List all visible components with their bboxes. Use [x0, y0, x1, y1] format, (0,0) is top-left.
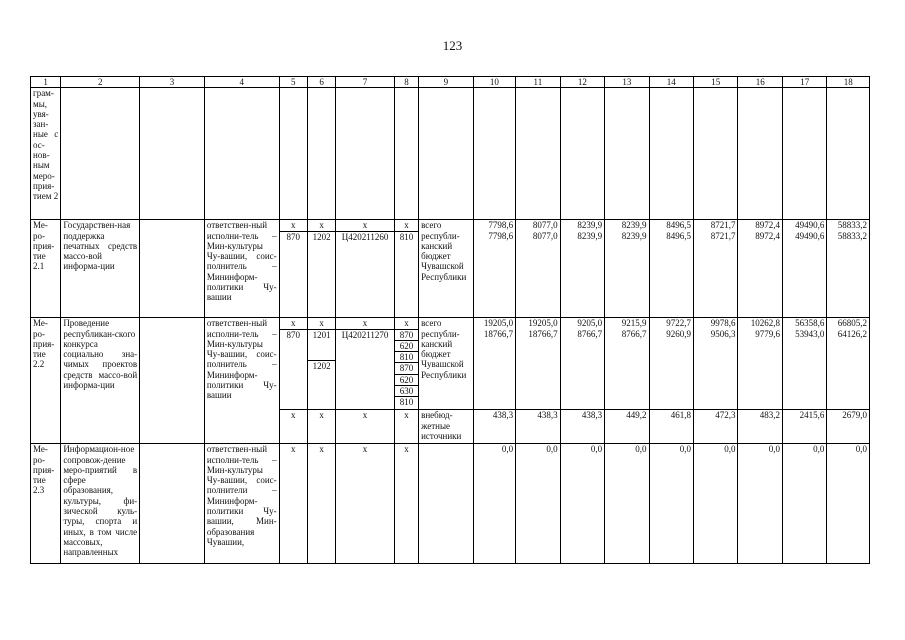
target-code: x: [336, 410, 395, 444]
value-cell: 8721,7: [710, 230, 736, 241]
value-cell: 8496,5: [666, 220, 692, 231]
value-cell: 0,0: [782, 444, 826, 564]
target-code: x: [362, 220, 368, 231]
expense-code: 810: [395, 351, 418, 362]
source-label: внебюд-жетные источники: [419, 410, 474, 444]
event-title: Государствен-ная поддержка печатных средств массо-вой информа-ции: [61, 220, 140, 318]
target-code: Ц420211270: [336, 329, 394, 340]
value-cell: 2415,6: [782, 410, 826, 444]
section-code: x: [319, 318, 324, 329]
value-cell: 0,0: [738, 444, 782, 564]
col-header: 11: [516, 77, 560, 88]
value-cell: 8721,7: [710, 220, 736, 231]
value-cell: 66805,2: [837, 318, 867, 329]
section-code: x: [319, 220, 324, 231]
value-cell: 8972,4: [755, 230, 780, 241]
value-cell: 0,0: [560, 444, 604, 564]
value-cell: 438,3: [473, 410, 515, 444]
source-label: республи-канский бюджет Чувашской Республики: [421, 230, 467, 282]
value-cell: 0,0: [694, 444, 738, 564]
col-header: 18: [827, 77, 870, 88]
col-header: 15: [694, 77, 738, 88]
value-cell: 8077,0: [532, 230, 558, 241]
col-header: 16: [738, 77, 782, 88]
value-cell: 483,2: [738, 410, 782, 444]
event-cell: Ме-ро-прия-тие 2.1: [31, 220, 61, 318]
value-cell: 8239,9: [621, 230, 647, 241]
value-cell: 438,3: [516, 410, 560, 444]
value-cell: 53943,0: [795, 328, 825, 339]
executor-cell: ответствен-ный исполни-тель – Мин-культуры Чу-вашии, соис-полнитель – Мининформ-политики Чу-вашии: [204, 318, 279, 444]
event-title: Проведение республикан-ского конкурса социально зна-чимых проектов средств массо-вой информа-ции: [61, 318, 140, 444]
value-cell: 7798,6: [488, 220, 514, 231]
col-header: 5: [279, 77, 307, 88]
target-code: Ц420211260: [336, 231, 394, 242]
col-header: 2: [61, 77, 140, 88]
value-cell: 9260,9: [666, 328, 692, 339]
value-cell: 8239,9: [621, 220, 647, 231]
executor-cell: ответствен-ный исполни-тель – Мин-культуры Чу-вашии, соис-полнители – Мининформ-политики Чу-вашии, Мин-образования Чувашии,: [204, 444, 279, 564]
value-cell: 9978,6: [710, 318, 736, 329]
value-cell: 0,0: [649, 444, 693, 564]
col-header: 6: [307, 77, 335, 88]
value-cell: 8239,9: [577, 230, 603, 241]
source-label: всего: [421, 220, 442, 231]
expense-code: 870: [395, 329, 418, 340]
col-header: 4: [204, 77, 279, 88]
target-code: x: [362, 318, 368, 329]
section-code: 1202: [308, 360, 335, 371]
value-cell: 7798,6: [488, 230, 514, 241]
col-header: 1: [31, 77, 61, 88]
executor-cell: ответствен-ный исполни-тель – Мин-культуры Чу-вашии, соис-полнитель – Мининформ-политики Чу-вашии: [204, 220, 279, 318]
event-cell: Ме-ро-прия-тие 2.3: [31, 444, 61, 564]
col-header: 9: [419, 77, 474, 88]
section-code: 1202: [308, 231, 335, 242]
expense-code: x: [394, 410, 418, 444]
col-header: 3: [140, 77, 205, 88]
col-header: 7: [336, 77, 395, 88]
value-cell: 49490,6: [795, 230, 825, 241]
grbs-code: 870: [280, 329, 307, 340]
value-cell: 8766,7: [621, 328, 647, 339]
grbs-code: x: [291, 220, 296, 231]
expense-code: 810: [395, 231, 418, 242]
table-row: [31, 220, 870, 318]
program-cell: грам-мы, увя-зан-ные с ос-нов-ным меро-прия-тием 2: [31, 88, 61, 220]
table-row: [31, 88, 870, 220]
expense-code: 620: [395, 340, 418, 351]
value-cell: 0,0: [516, 444, 560, 564]
value-cell: 8766,7: [577, 328, 603, 339]
col-header: 12: [560, 77, 604, 88]
grbs-code: x: [279, 444, 307, 564]
value-cell: 9205,0: [577, 318, 603, 329]
value-cell: 8496,5: [666, 230, 692, 241]
col-header: 10: [473, 77, 515, 88]
col-header: 17: [782, 77, 826, 88]
value-cell: 18766,7: [483, 328, 514, 339]
section-code: x: [307, 410, 335, 444]
value-cell: 0,0: [827, 444, 870, 564]
value-cell: 8239,9: [577, 220, 603, 231]
expense-code: x: [404, 220, 409, 231]
value-cell: 438,3: [560, 410, 604, 444]
event-title: Информацион-ное сопровож-дение меро-приятий в сфере образования, культуры, фи-зической куль-туры, спорта и иных, в том числе массовых, направленных: [61, 444, 140, 564]
value-cell: 449,2: [605, 410, 649, 444]
grbs-code: x: [291, 318, 296, 329]
value-cell: 2679,0: [827, 410, 870, 444]
value-cell: 58833,2: [837, 220, 867, 231]
value-cell: 56358,6: [795, 318, 825, 329]
table-row: [31, 444, 870, 564]
value-cell: 8972,4: [755, 220, 780, 231]
col-header: 13: [605, 77, 649, 88]
grbs-code: 870: [280, 231, 307, 242]
expense-code: 810: [395, 396, 418, 407]
target-code: x: [336, 444, 395, 564]
value-cell: 9722,7: [666, 318, 692, 329]
grbs-code: x: [279, 410, 307, 444]
value-cell: 19205,0: [483, 318, 514, 329]
table-row: [31, 318, 870, 410]
value-cell: 0,0: [605, 444, 649, 564]
expense-code: x: [394, 444, 418, 564]
expense-code: 620: [395, 374, 418, 385]
budget-table: [30, 76, 870, 564]
expense-code: x: [404, 318, 409, 329]
value-cell: 461,8: [649, 410, 693, 444]
value-cell: 9779,6: [755, 328, 780, 339]
value-cell: 19205,0: [528, 318, 558, 329]
expense-code: 630: [395, 385, 418, 396]
col-header: 14: [649, 77, 693, 88]
source-label: республи-канский бюджет Чувашской Республики: [421, 328, 467, 380]
value-cell: 10262,8: [750, 318, 780, 329]
expense-code: 870: [395, 362, 418, 373]
column-number-row: [31, 77, 870, 88]
value-cell: 9215,9: [621, 318, 647, 329]
col-header: 8: [394, 77, 418, 88]
event-cell: Ме-ро-прия-тие 2.2: [31, 318, 61, 444]
value-cell: 0,0: [473, 444, 515, 564]
value-cell: 64126,2: [837, 328, 867, 339]
value-cell: 8077,0: [532, 220, 558, 231]
section-code: 1201: [308, 329, 335, 340]
page-number: 123: [442, 38, 463, 53]
value-cell: 472,3: [694, 410, 738, 444]
value-cell: 9506,3: [710, 328, 736, 339]
value-cell: 58833,2: [837, 230, 867, 241]
value-cell: 49490,6: [795, 220, 825, 231]
value-cell: 18766,7: [528, 328, 558, 339]
section-code: x: [307, 444, 335, 564]
source-label: всего: [421, 318, 442, 329]
